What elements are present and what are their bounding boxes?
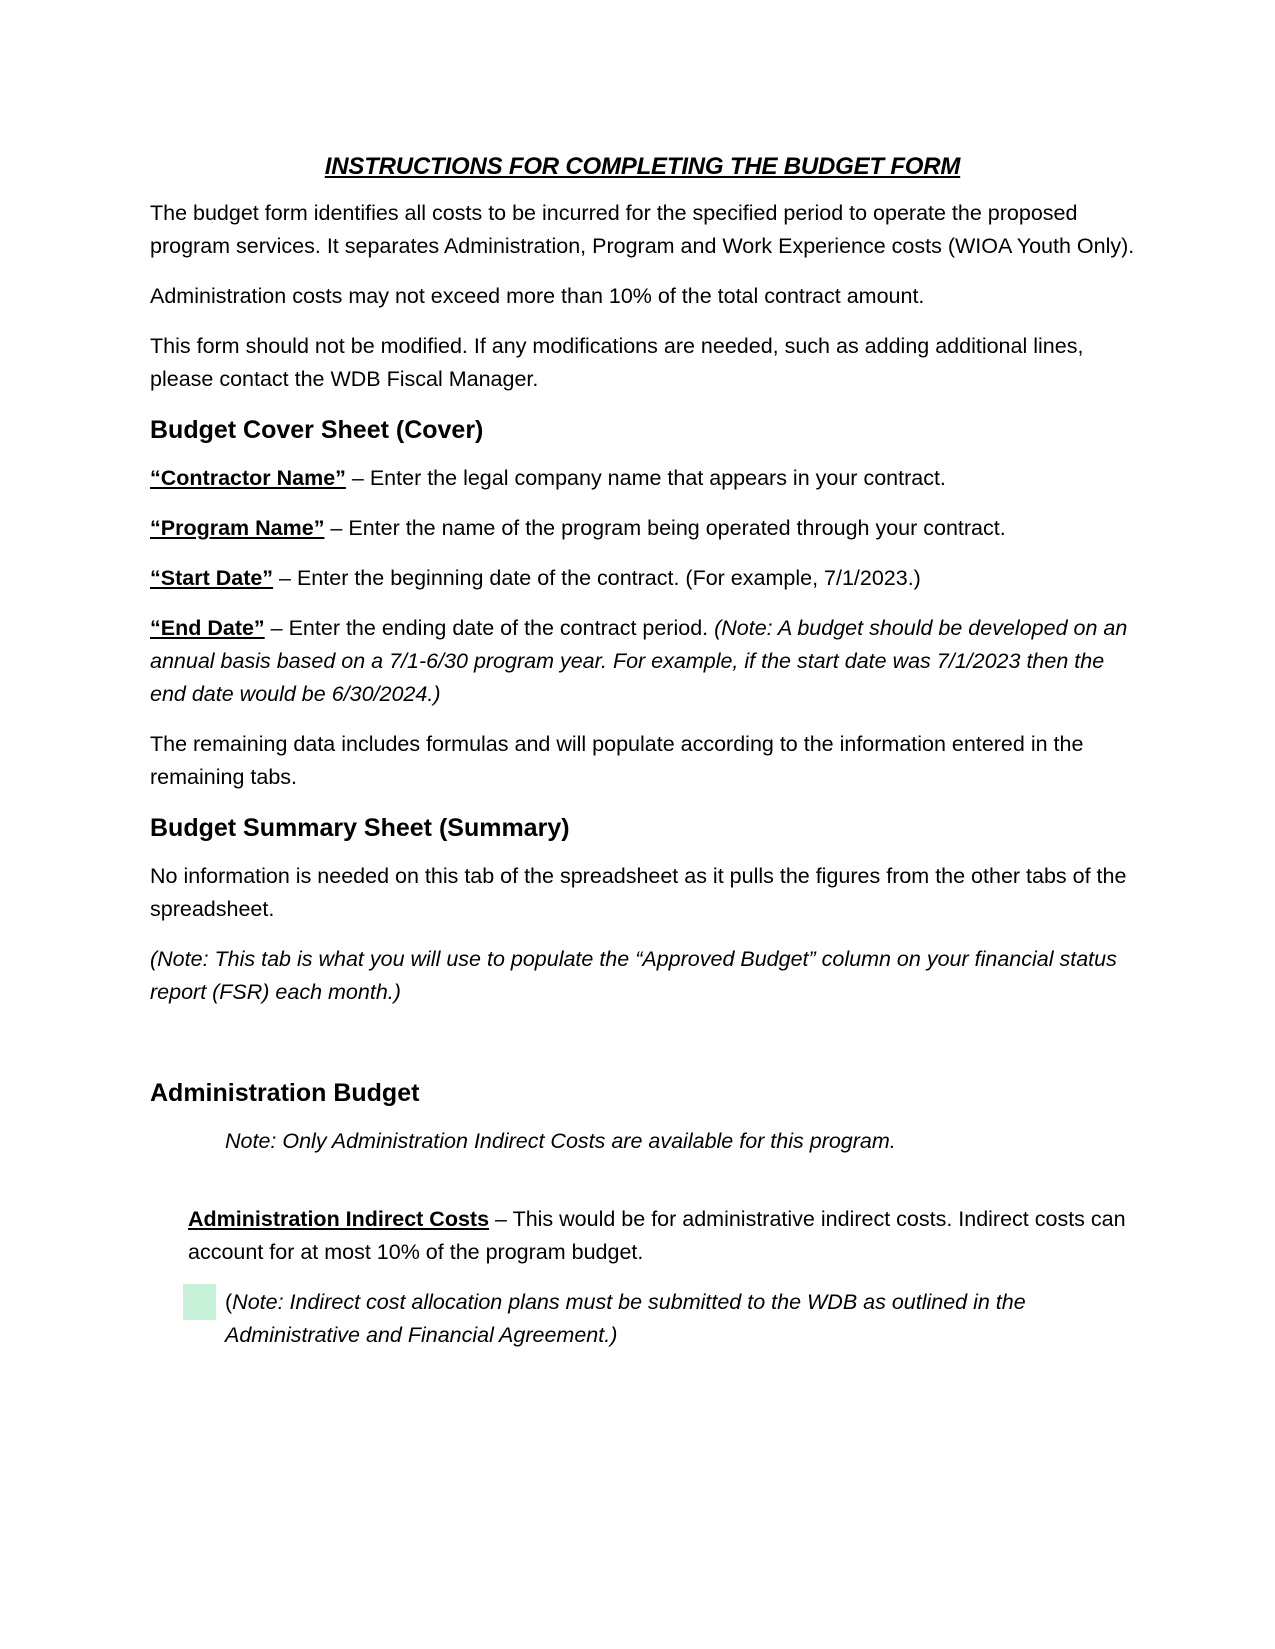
- program-name-instruction: [150, 512, 1135, 545]
- indirect-costs-instruction: [150, 1203, 1135, 1269]
- end-date-term: “End Date”: [150, 616, 265, 640]
- summary-paragraph: No information is needed on this tab of the spreadsheet as it pulls the figures from the other tabs of the spreadsheet.: [150, 864, 1127, 921]
- section-spacer: [150, 1026, 1135, 1076]
- indirect-costs-text: – This would be for administrative indirect costs. Indirect costs can account for at most 10% of the program budget.: [188, 1207, 1126, 1264]
- indirect-costs-term: Administration Indirect Costs: [188, 1207, 490, 1231]
- program-name-term: “Program Name”: [150, 516, 325, 540]
- intro-paragraph-1: The budget form identifies all costs to be incurred for the specified period to operate the proposed program services. It separates Administration, Program and Work Experience costs (WIOA Youth Only).: [150, 201, 1135, 258]
- end-date-text: – Enter the ending date of the contract period.: [264, 616, 715, 640]
- allocation-note-row: [150, 1286, 1135, 1352]
- end-date-note: (Note: A budget should be developed on an annual basis based on a 7/1-6/30 program year. For example, if the start date was 7/1/2023 then the end date would be 6/30/2024.): [150, 616, 1128, 706]
- allocation-note-open: (: [225, 1290, 233, 1314]
- remaining-data-paragraph: The remaining data includes formulas and will populate according to the information entered in the remaining tabs.: [150, 732, 1084, 789]
- intro-paragraph-2: Administration costs may not exceed more than 10% of the total contract amount.: [150, 284, 925, 308]
- intro-paragraph-3: This form should not be modified. If any modifications are needed, such as adding additional lines, please contact the WDB Fiscal Manager.: [150, 334, 1084, 391]
- contractor-name-instruction: [150, 462, 1135, 495]
- admin-note: Note: Only Administration Indirect Costs are available for this program.: [225, 1129, 896, 1153]
- start-date-term: “Start Date”: [150, 566, 274, 590]
- contractor-name-text: – Enter the legal company name that appears in your contract.: [345, 466, 946, 490]
- document-title: INSTRUCTIONS FOR COMPLETING THE BUDGET FORM: [324, 153, 961, 180]
- end-date-instruction: [150, 612, 1135, 711]
- summary-heading: Budget Summary Sheet (Summary): [150, 814, 570, 842]
- highlight-marker: [183, 1284, 216, 1320]
- contractor-name-term: “Contractor Name”: [150, 466, 346, 490]
- admin-spacer: [150, 1175, 1135, 1203]
- start-date-text: – Enter the beginning date of the contract. (For example, 7/1/2023.): [273, 566, 921, 590]
- cover-heading: Budget Cover Sheet (Cover): [150, 416, 484, 444]
- document-page: [150, 150, 1135, 1352]
- admin-heading: Administration Budget: [150, 1079, 420, 1107]
- program-name-text: – Enter the name of the program being operated through your contract.: [324, 516, 1006, 540]
- allocation-note: Note: Indirect cost allocation plans must be submitted to the WDB as outlined in the Administrative and Financial Agreement.): [225, 1290, 1026, 1347]
- summary-note: (Note: This tab is what you will use to populate the “Approved Budget” column on your financial status report (FSR) each month.): [150, 947, 1117, 1004]
- start-date-instruction: [150, 562, 1135, 595]
